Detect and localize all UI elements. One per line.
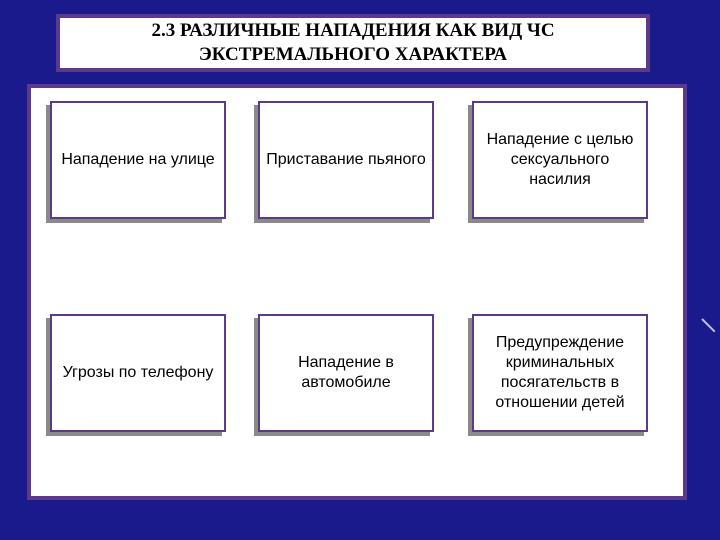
- card-child-protection: [472, 314, 648, 432]
- card-street-attack: [50, 101, 226, 219]
- card-phone-threats: [50, 314, 226, 432]
- card-car-attack: [258, 314, 434, 432]
- slide-title: [56, 14, 650, 72]
- title-line-2: ЭКСТРЕМАЛЬНОГО ХАРАКТЕРА: [198, 44, 508, 65]
- card-label: Приставание пьяного: [266, 151, 426, 168]
- card-sexual-assault: [472, 101, 648, 219]
- card-label: Угрозы по телефону: [62, 364, 214, 381]
- card-label: Нападение с целью сексуального насилия: [486, 131, 634, 188]
- card-label: Нападение в автомобиле: [298, 354, 394, 391]
- card-label: Предупреждение криминальных посягательств в отношении детей: [495, 334, 625, 411]
- card-label: Нападение на улице: [61, 151, 215, 168]
- title-line-1: 2.3 РАЗЛИЧНЫЕ НАПАДЕНИЯ КАК ВИД ЧС: [151, 20, 555, 41]
- decorative-line: [701, 318, 715, 332]
- card-drunk-harassment: [258, 101, 434, 219]
